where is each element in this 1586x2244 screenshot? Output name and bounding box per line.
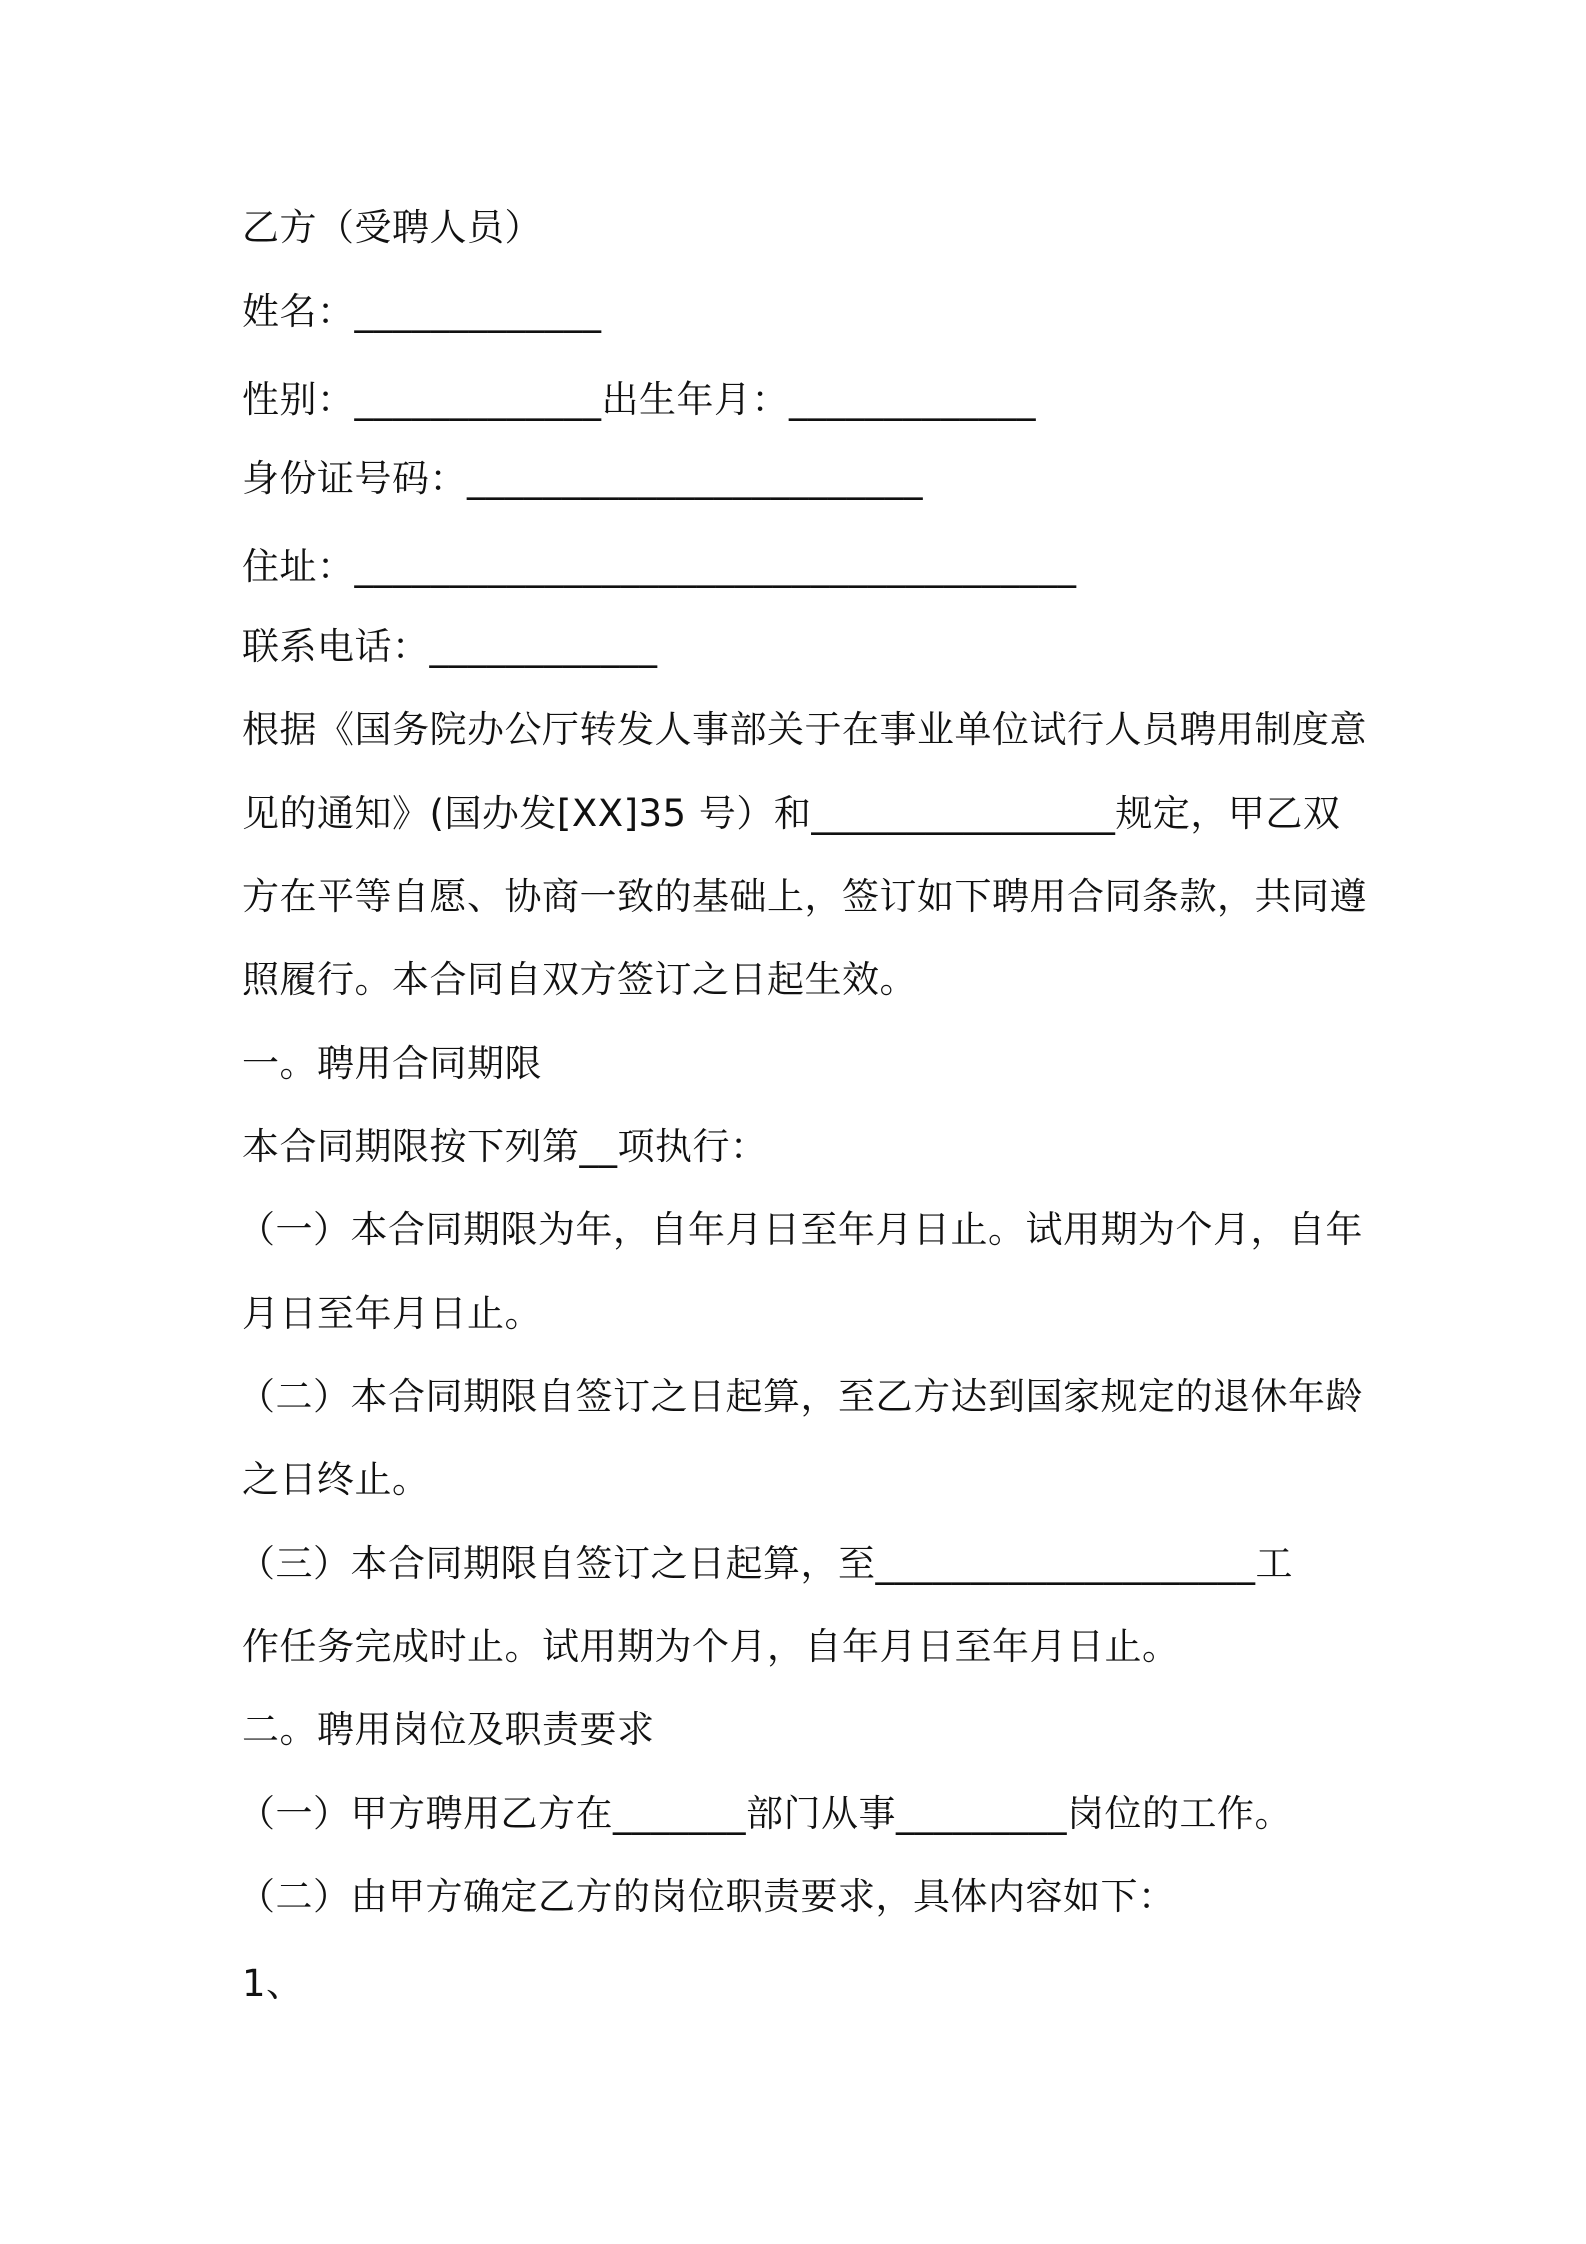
section-2-list-marker: 1、	[242, 1962, 304, 2005]
section-1-title: 一。聘用合同期限	[242, 1042, 542, 1085]
section-1-item-3-line-2: 作任务完成时止。试用期为个月，自年月日至年月日止。	[242, 1625, 1180, 1668]
name-field-line: 姓名：_____________	[242, 290, 602, 333]
section-1-item-3-line-1: （三）本合同期限自签订之日起算，至____________________工	[238, 1542, 1293, 1585]
intro-line-2: 见的通知》(国办发[XX]35 号）和________________规定，甲乙双	[242, 792, 1341, 835]
phone-field-line: 联系电话：____________	[242, 625, 658, 668]
section-1-item-2-line-1: （二）本合同期限自签订之日起算，至乙方达到国家规定的退休年龄	[238, 1375, 1363, 1418]
intro-line-1: 根据《国务院办公厅转发人事部关于在事业单位试行人员聘用制度意	[242, 708, 1367, 751]
gender-birth-field-line: 性别：_____________出生年月：_____________	[242, 378, 1036, 421]
section-1-item-1-line-1: （一）本合同期限为年，自年月日至年月日止。试用期为个月，自年	[238, 1208, 1363, 1251]
section-2-item-2: （二）由甲方确定乙方的岗位职责要求，具体内容如下：	[238, 1875, 1176, 1918]
intro-line-3: 方在平等自愿、协商一致的基础上，签订如下聘用合同条款，共同遵	[242, 875, 1367, 918]
section-2-item-1: （一）甲方聘用乙方在_______部门从事_________岗位的工作。	[238, 1792, 1292, 1835]
section-1-item-1-line-2: 月日至年月日止。	[242, 1292, 542, 1335]
section-1-item-2-line-2: 之日终止。	[242, 1458, 430, 1501]
section-1-lead: 本合同期限按下列第__项执行：	[242, 1125, 768, 1168]
intro-line-4: 照履行。本合同自双方签订之日起生效。	[242, 958, 917, 1001]
id-number-field-line: 身份证号码：________________________	[242, 457, 923, 500]
section-2-title: 二。聘用岗位及职责要求	[242, 1708, 655, 1751]
address-field-line: 住址：______________________________________	[242, 545, 1077, 588]
party-b-heading: 乙方（受聘人员）	[242, 206, 542, 249]
